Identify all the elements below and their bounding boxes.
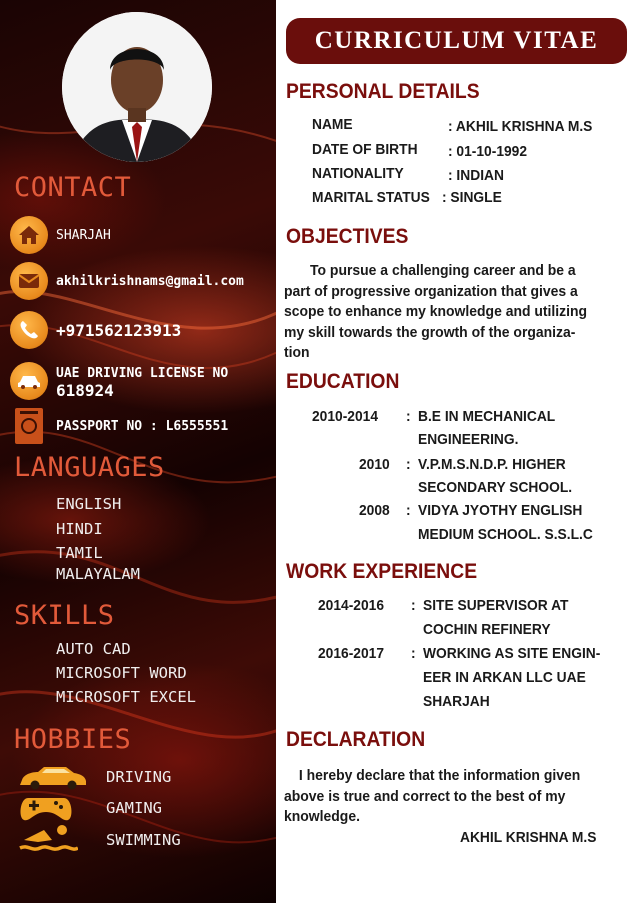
car-icon [18, 764, 94, 790]
contact-license-icon-row [10, 362, 48, 400]
envelope-icon [10, 262, 48, 300]
work-separator: : [411, 645, 416, 662]
declaration-line: above is true and correct to the best of my [284, 787, 566, 805]
marital-label: MARITAL STATUS [312, 189, 430, 206]
hobby-swimming [18, 824, 181, 856]
work-separator: : [411, 597, 416, 614]
work-detail: SHARJAH [423, 693, 490, 710]
education-detail: V.P.M.S.N.D.P. HIGHER [418, 456, 566, 473]
education-detail: SECONDARY SCHOOL. [418, 479, 573, 496]
hobby-label: GAMING [106, 799, 162, 817]
cv-title-banner: CURRICULUM VITAE [286, 18, 627, 64]
nationality-value: : INDIAN [448, 167, 504, 184]
contact-passport [10, 406, 228, 446]
work-years: 2016-2017 [318, 645, 384, 662]
dob-label: DATE OF BIRTH [312, 141, 418, 158]
declaration-paragraph [284, 766, 630, 828]
declaration-line: knowledge. [284, 808, 360, 825]
language-item: HINDI [56, 520, 103, 538]
passport-icon [10, 406, 48, 446]
objectives-heading: OBJECTIVES [286, 225, 409, 248]
contact-email [10, 262, 244, 300]
signature-name: AKHIL KRISHNA M.S [460, 829, 597, 846]
objectives-line: tion [284, 344, 310, 361]
license-number: 618924 [56, 381, 114, 400]
name-label: NAME [312, 116, 353, 133]
objectives-line: scope to enhance my knowledge and utilizing [284, 303, 588, 320]
car-icon [10, 362, 48, 400]
education-detail: B.E IN MECHANICAL [418, 408, 556, 425]
work-detail: EER IN ARKAN LLC UAE [423, 669, 586, 686]
education-years: 2010 [359, 456, 390, 473]
skill-item: AUTO CAD [56, 640, 131, 658]
home-icon [10, 216, 48, 254]
hobby-gaming [18, 794, 162, 822]
email-link[interactable]: akhilkrishnams@gmail.com [56, 273, 244, 289]
contact-city [10, 216, 111, 254]
work-experience-heading: WORK EXPERIENCE [286, 560, 478, 583]
work-detail: COCHIN REFINERY [423, 621, 551, 638]
driving-license [56, 366, 228, 400]
profile-photo [62, 12, 212, 162]
left-sidebar [0, 0, 276, 903]
language-item: MALAYALAM [56, 565, 140, 583]
license-label: UAE DRIVING LICENSE NO [56, 366, 229, 381]
objectives-line: my skill towards the growth of the organiza- [284, 323, 576, 341]
phone-text: +971562123913 [56, 320, 182, 340]
skills-heading: SKILLS [14, 600, 115, 631]
education-detail: VIDYA JYOTHY ENGLISH [418, 502, 583, 519]
declaration-line: I hereby declare that the information given [298, 767, 581, 784]
education-separator: : [406, 408, 411, 425]
languages-heading: LANGUAGES [14, 452, 165, 483]
declaration-heading: DECLARATION [286, 728, 426, 751]
objectives-line: part of progressive organization that gives a [284, 282, 578, 300]
skill-item: MICROSOFT EXCEL [56, 688, 196, 706]
work-detail: SITE SUPERVISOR AT [423, 597, 569, 614]
language-item: TAMIL [56, 544, 103, 562]
hobby-label: SWIMMING [106, 831, 181, 849]
work-years: 2014-2016 [318, 597, 384, 614]
personal-details-heading: PERSONAL DETAILS [286, 80, 480, 103]
education-detail: MEDIUM SCHOOL. S.S.L.C [418, 526, 593, 543]
nationality-label: NATIONALITY [312, 165, 404, 182]
hobby-driving [18, 764, 171, 790]
contact-phone [10, 311, 181, 349]
education-detail: ENGINEERING. [418, 431, 519, 448]
work-detail: WORKING AS SITE ENGIN- [423, 645, 601, 662]
gamepad-icon [18, 794, 94, 822]
education-years: 2010-2014 [312, 408, 378, 425]
objectives-paragraph [284, 261, 630, 364]
name-value: : AKHIL KRISHNA M.S [448, 118, 593, 135]
passport-text: PASSPORT NO : L6555551 [56, 418, 229, 434]
hobby-label: DRIVING [106, 768, 172, 786]
education-heading: EDUCATION [286, 370, 400, 393]
dob-value: : 01-10-1992 [448, 143, 528, 160]
city-text: SHARJAH [56, 227, 111, 243]
hobbies-heading: HOBBIES [14, 724, 132, 755]
objectives-line: To pursue a challenging career and be a [310, 262, 576, 279]
phone-icon [10, 311, 48, 349]
skill-item: MICROSOFT WORD [56, 664, 187, 682]
education-separator: : [406, 456, 411, 473]
education-years: 2008 [359, 502, 390, 519]
education-separator: : [406, 502, 411, 519]
swimmer-icon [18, 824, 94, 856]
contact-heading: CONTACT [14, 172, 132, 203]
marital-value: : SINGLE [442, 189, 502, 206]
language-item: ENGLISH [56, 495, 122, 513]
